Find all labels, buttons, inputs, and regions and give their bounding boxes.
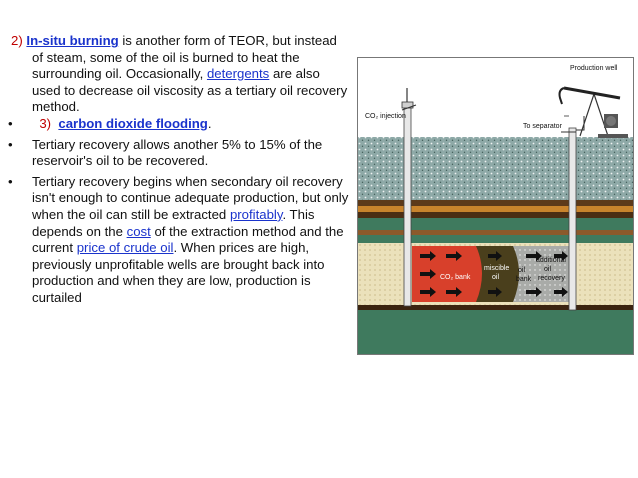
green-stratum bbox=[358, 218, 633, 230]
miscible-oil-label: oil bbox=[492, 274, 500, 281]
bullet-text: Tertiary recovery begins when secondary oil recovery isn't enough to continue adequate production, but only when the oil can still be extracted bbox=[32, 173, 349, 222]
bullet-text: . When prices are high, previously unprofitable wells are brought back into production and when they are low, production is curtailed bbox=[32, 240, 325, 305]
bullet-tertiary-recovery-begins bbox=[9, 174, 349, 307]
text-column bbox=[9, 33, 349, 307]
paragraph-text: are also used to decrease oil viscosity as a tertiary oil recovery method. bbox=[32, 66, 348, 115]
brown-stratum bbox=[358, 230, 633, 235]
price-of-crude-oil-link[interactable]: price of crude oil bbox=[76, 240, 174, 256]
bottom-green-layer bbox=[358, 310, 633, 354]
miscible-label: miscible bbox=[484, 265, 510, 272]
bullet-text: . This depends on the bbox=[32, 206, 315, 239]
co2-injection-label: CO₂ injection bbox=[365, 113, 406, 120]
bullet-text: Tertiary recovery allows another 5% to 15% of the reservoir's oil to be recovered. bbox=[32, 136, 323, 169]
additional-recovery-label-2: oil bbox=[544, 266, 552, 273]
bullet-marker: • bbox=[8, 173, 13, 189]
brown-stratum bbox=[358, 200, 633, 206]
carbon-dioxide-flooding-link[interactable]: carbon dioxide flooding bbox=[58, 115, 208, 131]
bullet-carbon-dioxide-flooding bbox=[9, 116, 349, 133]
profitably-link[interactable]: profitably bbox=[229, 206, 283, 222]
to-separator-label: To separator bbox=[523, 123, 562, 130]
oil-bank-label-2: bank bbox=[516, 276, 532, 283]
item-number: 3) bbox=[39, 115, 52, 131]
orange-stratum bbox=[358, 206, 633, 212]
surface-soil-layer bbox=[358, 137, 633, 200]
oil-bank-label-1: oil bbox=[518, 267, 526, 274]
item-number: 2) bbox=[11, 33, 23, 48]
production-well-label: Production well bbox=[570, 65, 618, 72]
paragraph-text: is another form of TEOR, but instead of steam, some of the oil is burned to heat the surrounding oil. Occasionally, bbox=[32, 33, 337, 82]
co2-bank-label: CO₂ bank bbox=[440, 274, 471, 281]
bullet-text: of the extraction method and the current bbox=[32, 223, 344, 256]
additional-recovery-label-1: additional bbox=[536, 257, 566, 264]
detergents-link[interactable]: detergents bbox=[206, 66, 270, 82]
in-situ-burning-link[interactable]: In-situ burning bbox=[26, 33, 119, 48]
additional-recovery-label-3: recovery bbox=[538, 275, 565, 282]
bullet-end: . bbox=[207, 115, 212, 131]
co2-flooding-diagram bbox=[357, 57, 634, 355]
bullet-marker: • bbox=[8, 115, 13, 131]
green-stratum bbox=[358, 235, 633, 243]
brown-stratum bbox=[358, 305, 633, 310]
cost-link[interactable]: cost bbox=[126, 223, 151, 239]
paragraph-in-situ-burning bbox=[9, 33, 349, 116]
diagram-svg bbox=[358, 58, 633, 354]
bullet-marker: • bbox=[8, 136, 13, 152]
bullet-tertiary-recovery-percent bbox=[9, 137, 349, 170]
brown-stratum bbox=[358, 212, 633, 218]
